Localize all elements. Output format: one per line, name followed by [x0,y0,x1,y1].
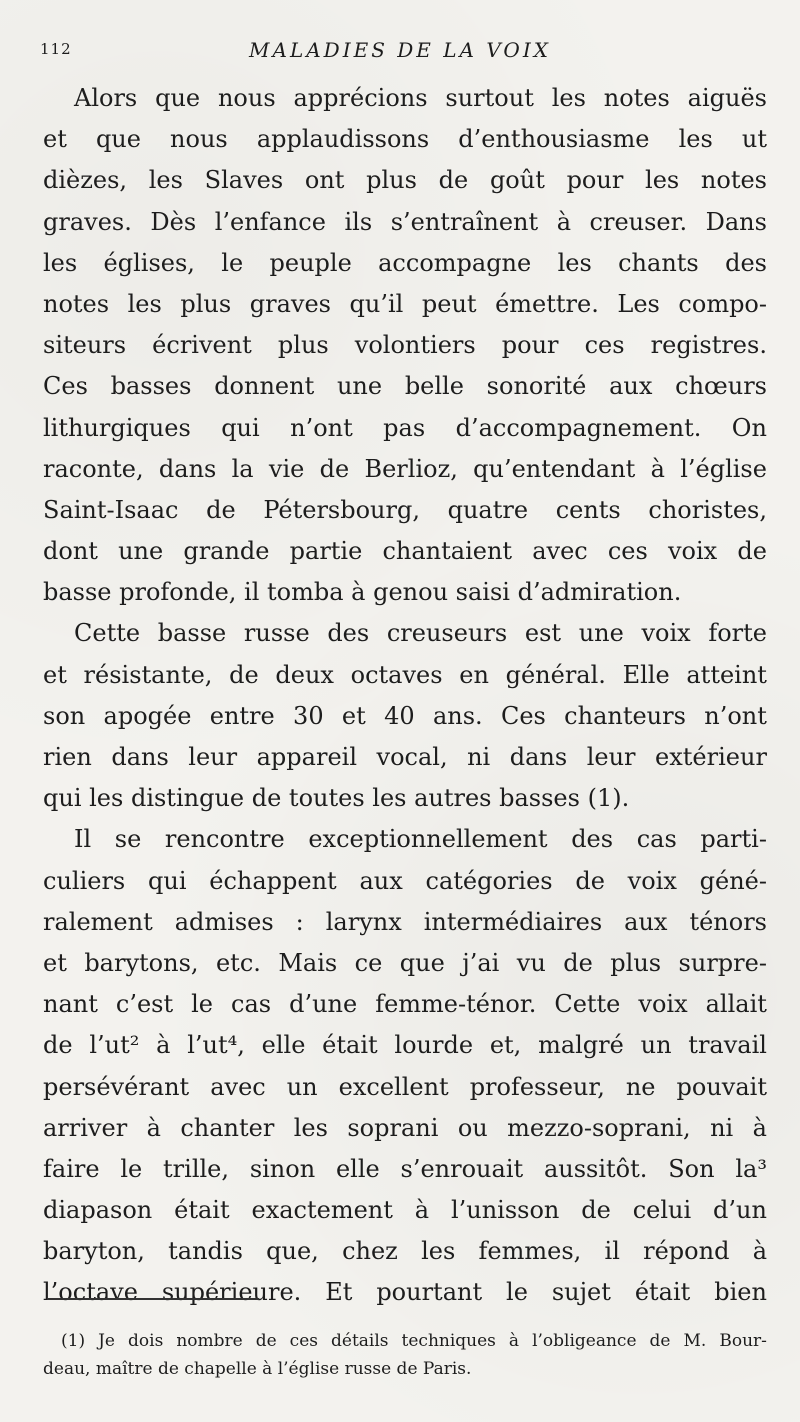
body-line: son apogée entre 30 et 40 ans. Ces chanteurs n’ont [43,701,767,730]
footnote-line: (1) Je dois nombre de ces détails techniques à l’obligeance de M. Bour- [61,1331,767,1351]
body-line: nant c’est le cas d’une femme-ténor. Cette voix allait [43,990,767,1019]
body-line: persévérant avec un excellent professeur, ne pouvait [43,1072,767,1101]
body-line: graves. Dès l’enfance ils s’entraînent à creuser. Dans [43,207,767,236]
body-line: Saint-Isaac de Pétersbourg, quatre cents choristes, [43,495,767,524]
body-line: rien dans leur appareil vocal, ni dans leur extérieur [43,743,767,771]
body-line: Il se rencontre exceptionnellement des cas parti- [74,825,767,854]
body-line: l’octave supérieure. Et pourtant le sujet était bien [43,1278,767,1307]
body-line: arriver à chanter les soprani ou mezzo-soprani, ni à [43,1113,767,1142]
body-line: qui les distingue de toutes les autres basses (1). [43,784,630,813]
body-text [43,78,767,1314]
body-line: ralement admises : larynx intermédiaires aux ténors [43,907,767,936]
body-line: dièzes, les Slaves ont plus de goût pour les notes [43,166,767,195]
body-line: raconte, dans la vie de Berlioz, qu’entendant à l’église [43,454,767,483]
page-number: 112 [40,40,72,58]
body-line: Cette basse russe des creuseurs est une voix forte [74,619,767,648]
body-line: et barytons, etc. Mais ce que j’ai vu de plus surpre- [43,948,767,977]
body-line: les églises, le peuple accompagne les chants des [43,248,767,277]
body-line: siteurs écrivent plus volontiers pour ces registres. [43,331,767,360]
body-line: culiers qui échappent aux catégories de voix géné- [43,866,767,895]
footnote-line: deau, maître de chapelle à l’église russe de Paris. [43,1359,472,1379]
body-line: Ces basses donnent une belle sonorité aux chœurs [43,372,767,401]
body-line: et que nous applaudissons d’enthousiasme les ut [43,125,767,154]
body-line: faire le trille, sinon elle s’enrouait aussitôt. Son la³ [43,1154,767,1183]
footnotes [43,1327,767,1383]
body-line: Alors que nous apprécions surtout les notes aiguës [74,84,767,112]
body-line: baryton, tandis que, chez les femmes, il répond à [43,1237,767,1266]
body-line: de l’ut² à l’ut⁴, elle était lourde et, malgré un travail [43,1031,767,1060]
body-line: notes les plus graves qu’il peut émettre. Les compo- [43,289,767,318]
body-line: lithurgiques qui n’ont pas d’accompagnement. On [43,413,767,442]
body-line: et résistante, de deux octaves en général. Elle atteint [43,660,767,689]
running-title: MALADIES DE LA VOIX [249,38,551,62]
page-header [40,38,760,68]
body-line: dont une grande partie chantaient avec ces voix de [43,537,767,566]
footnote-divider [47,1298,259,1300]
body-line: basse profonde, il tomba à genou saisi d’admiration. [43,578,682,607]
body-line: diapason était exactement à l’unisson de celui d’un [43,1196,767,1225]
